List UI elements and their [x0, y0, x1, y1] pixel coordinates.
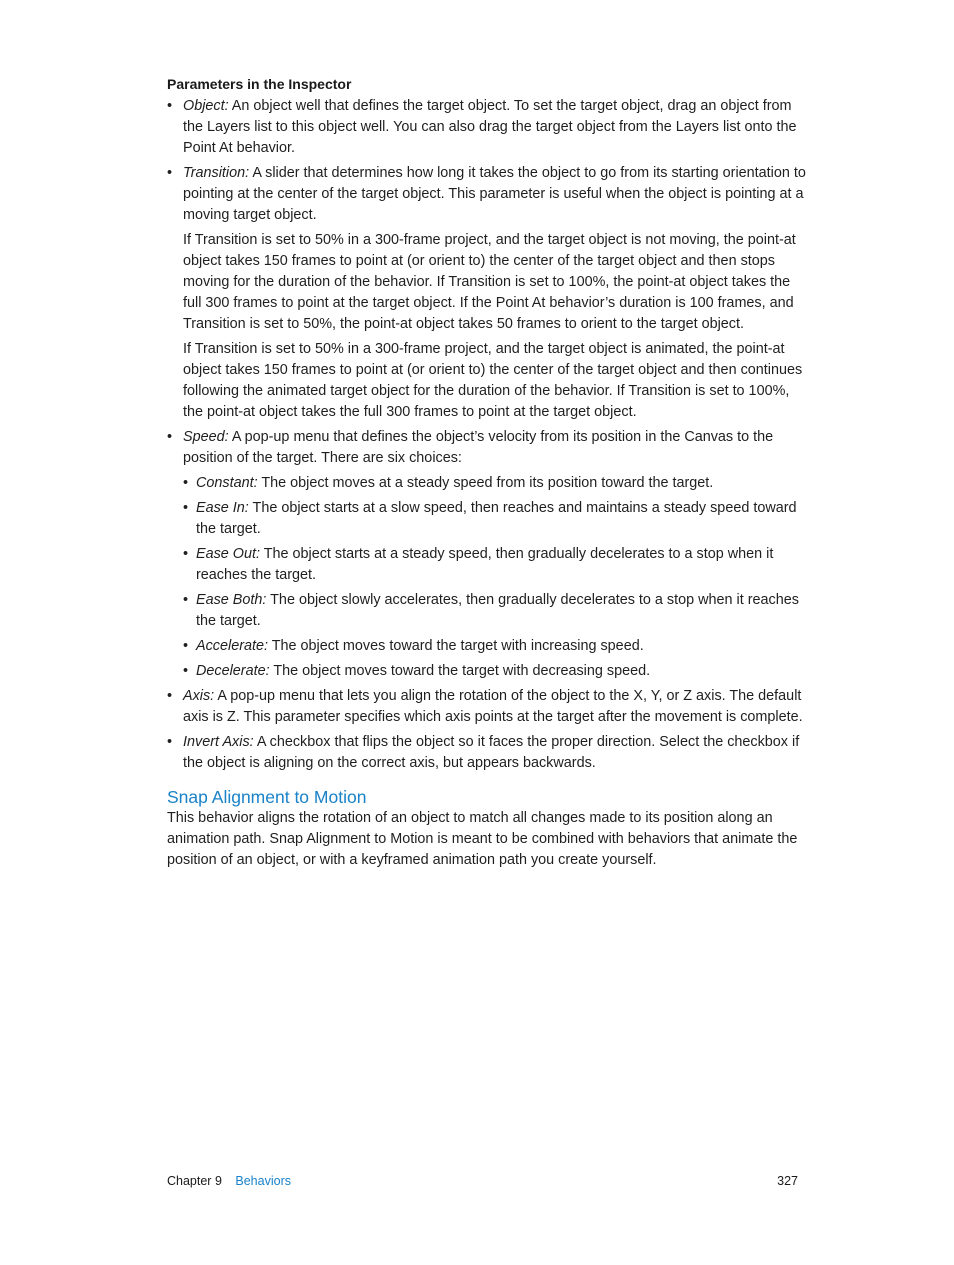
term-ease-both: Ease Both: — [196, 592, 267, 608]
term-ease-out: Ease Out: — [196, 546, 260, 562]
page-content — [167, 74, 807, 871]
bullet: • — [183, 500, 189, 516]
transition-paragraph-1: If Transition is set to 50% in a 300-frame project, and the target object is not moving, the point-at object takes 150 frames to point at (or orient to) the center of the target object and then stops moving for the duration of the behavior. If Transition is set to 100%, the point-at object takes the full 300 frames to point at the target object. If the Point At behavior’s duration is 100 frames, and Transition is set to 50%, the point-at object takes 50 frames to orient to the target object. — [183, 232, 796, 332]
desc-decelerate: The object moves toward the target with decreasing speed. — [269, 663, 651, 679]
footer-chapter: Chapter 9 — [167, 1174, 222, 1188]
page-number: 327 — [777, 1174, 798, 1188]
page-footer — [167, 1172, 798, 1190]
desc-accelerate: The object moves toward the target with increasing speed. — [268, 638, 644, 654]
term-object: Object: — [183, 98, 229, 114]
sub-item-accelerate — [167, 636, 807, 657]
desc-ease-both: The object slowly accelerates, then gradually decelerates to a stop when it reaches the target. — [196, 592, 799, 629]
term-decelerate: Decelerate: — [196, 663, 270, 679]
bullet: • — [183, 663, 189, 679]
list-item-axis — [167, 686, 807, 728]
term-transition: Transition: — [183, 165, 250, 181]
sub-item-ease-both — [167, 590, 807, 632]
list-item-speed — [167, 427, 807, 469]
bullet: • — [183, 592, 189, 608]
transition-paragraph-2: If Transition is set to 50% in a 300-frame project, and the target object is animated, the point-at object takes 150 frames to point at (or orient to) the center of the target object and then continues following the animated target object for the duration of the behavior. If Transition is set to 100%, the point-at object takes the full 300 frames to point at the target object. — [183, 341, 803, 420]
term-invert-axis: Invert Axis: — [183, 734, 254, 750]
desc-axis: A pop-up menu that lets you align the rotation of the object to the X, Y, or Z axis. The default axis is Z. This parameter specifies which axis points at the target after the movement is complete. — [183, 688, 803, 725]
term-ease-in: Ease In: — [196, 500, 249, 516]
list-item-transition — [167, 163, 807, 226]
bullet: • — [167, 688, 173, 704]
desc-ease-in: The object starts at a slow speed, then reaches and maintains a steady speed toward the target. — [196, 500, 797, 537]
sub-item-ease-in — [167, 498, 807, 540]
desc-constant: The object moves at a steady speed from its position toward the target. — [257, 475, 714, 491]
bullet: • — [167, 165, 173, 181]
desc-speed: A pop-up menu that defines the object’s velocity from its position in the Canvas to the position of the target. There are six choices: — [183, 429, 774, 466]
bullet: • — [167, 734, 173, 750]
footer-chapter-link[interactable]: Behaviors — [235, 1174, 291, 1188]
desc-ease-out: The object starts at a steady speed, then gradually decelerates to a stop when it reaches the target. — [196, 546, 774, 583]
sub-item-constant — [167, 473, 807, 494]
bullet: • — [183, 638, 189, 654]
bullet: • — [183, 475, 189, 491]
desc-transition: A slider that determines how long it takes the object to go from its starting orientation to pointing at the center of the target object. This parameter is useful when the object is pointing at a moving target object. — [183, 165, 806, 223]
bullet: • — [183, 546, 189, 562]
list-item-invert-axis — [167, 732, 807, 774]
subhead-parameters: Parameters in the Inspector — [167, 76, 352, 92]
desc-object: An object well that defines the target object. To set the target object, drag an object from the Layers list to this object well. You can also drag the target object from the Layers list onto the Point At behavior. — [183, 98, 797, 156]
sub-item-decelerate — [167, 661, 807, 682]
desc-invert-axis: A checkbox that flips the object so it faces the proper direction. Select the checkbox if the object is aligning on the correct axis, but appears backwards. — [183, 734, 800, 771]
section-title: Snap Alignment to Motion — [167, 787, 367, 807]
bullet: • — [167, 98, 173, 114]
sub-item-ease-out — [167, 544, 807, 586]
section-body: This behavior aligns the rotation of an object to match all changes made to its position along an animation path. Snap Alignment to Motion is meant to be combined with behaviors that animate the position of an object, or with a keyframed animation path you create yourself. — [167, 810, 798, 868]
list-item-object — [167, 96, 807, 159]
term-constant: Constant: — [196, 475, 258, 491]
term-accelerate: Accelerate: — [196, 638, 268, 654]
bullet: • — [167, 429, 173, 445]
term-axis: Axis: — [183, 688, 215, 704]
term-speed: Speed: — [183, 429, 229, 445]
